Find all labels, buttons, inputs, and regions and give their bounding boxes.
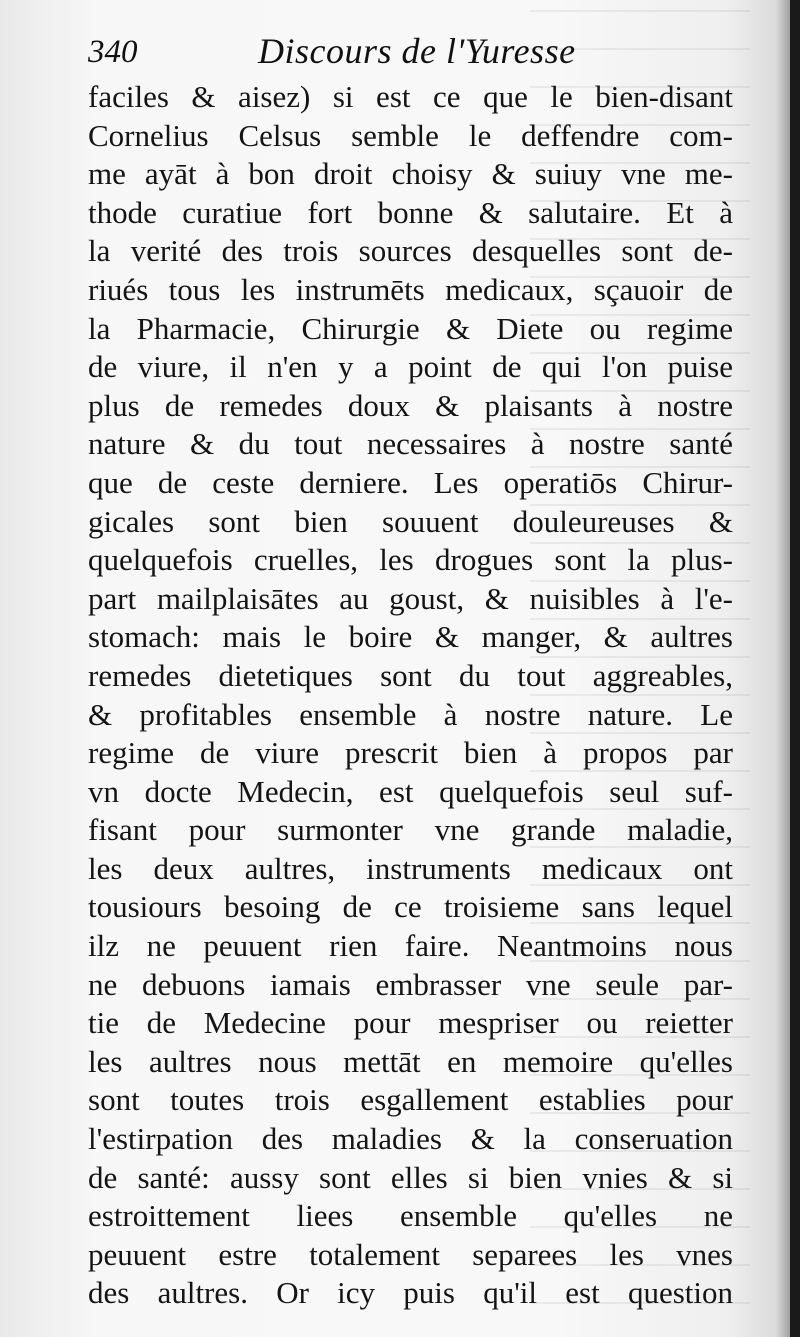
text-line: peuuent estre totalement separees les vnes <box>88 1236 733 1272</box>
text-line: ilz ne peuuent rien faire. Neantmoins nous <box>88 928 733 964</box>
text-line: tousiours besoing de ce troisieme sans lequel <box>88 889 733 925</box>
text-line: remedes dietetiques sont du tout aggreables, <box>88 657 733 693</box>
text-line: vn docte Medecin, est quelquefois seul suf- <box>88 773 733 809</box>
text-line: fisant pour surmonter vne grande maladie, <box>88 812 733 848</box>
text-line: quelquefois cruelles, les drogues sont la plus- <box>88 542 733 578</box>
page-edge-shadow <box>776 0 790 1337</box>
text-line: des aultres. Or icy puis qu'il est question <box>88 1275 733 1311</box>
text-line: ne debuons iamais embrasser vne seule par- <box>88 966 733 1002</box>
body-text <box>88 78 733 1313</box>
running-head: Discours de l'Yuresse <box>258 31 576 71</box>
text-line: estroittement liees ensemble qu'elles ne <box>88 1198 733 1234</box>
text-line: que de ceste derniere. Les operatiōs Chirur- <box>88 464 733 500</box>
text-line: de viure, il n'en y a point de qui l'on puise <box>88 349 733 385</box>
text-line: faciles & aisez) si est ce que le bien-disant <box>88 79 733 114</box>
text-line: la Pharmacie, Chirurgie & Diete ou regime <box>88 310 733 346</box>
text-line: & profitables ensemble à nostre nature. Le <box>88 696 733 732</box>
text-line: plus de remedes doux & plaisants à nostre <box>88 387 733 423</box>
text-line: regime de viure prescrit bien à propos par <box>88 735 733 771</box>
text-line: les deux aultres, instruments medicaux ont <box>88 850 733 886</box>
text-line: nature & du tout necessaires à nostre santé <box>88 426 733 462</box>
text-line: me ayāt à bon droit choisy & suiuy vne me- <box>88 156 733 192</box>
text-line: les aultres nous mettāt en memoire qu'elles <box>88 1043 733 1079</box>
text-line: tie de Medecine pour mespriser ou reietter <box>88 1005 733 1041</box>
text-line: thode curatiue fort bonne & salutaire. Et à <box>88 194 733 230</box>
page-number: 340 <box>88 34 138 70</box>
text-line: riués tous les instrumēts medicaux, sçauoir de <box>88 271 733 307</box>
text-line: de santé: aussy sont elles si bien vnies & si <box>88 1159 733 1195</box>
text-line: la verité des trois sources desquelles sont de- <box>88 233 733 269</box>
text-line: sont toutes trois esgallement establies pour <box>88 1082 733 1118</box>
text-line: stomach: mais le boire & manger, & aultres <box>88 619 733 655</box>
page-header <box>88 30 738 82</box>
text-line: part mailplaisātes au goust, & nuisibles à l'e- <box>88 580 733 616</box>
text-line: l'estirpation des maladies & la conseruation <box>88 1121 733 1157</box>
text-line: Cornelius Celsus semble le deffendre com- <box>88 117 733 153</box>
text-line: gicales sont bien souuent douleureuses & <box>88 503 733 539</box>
